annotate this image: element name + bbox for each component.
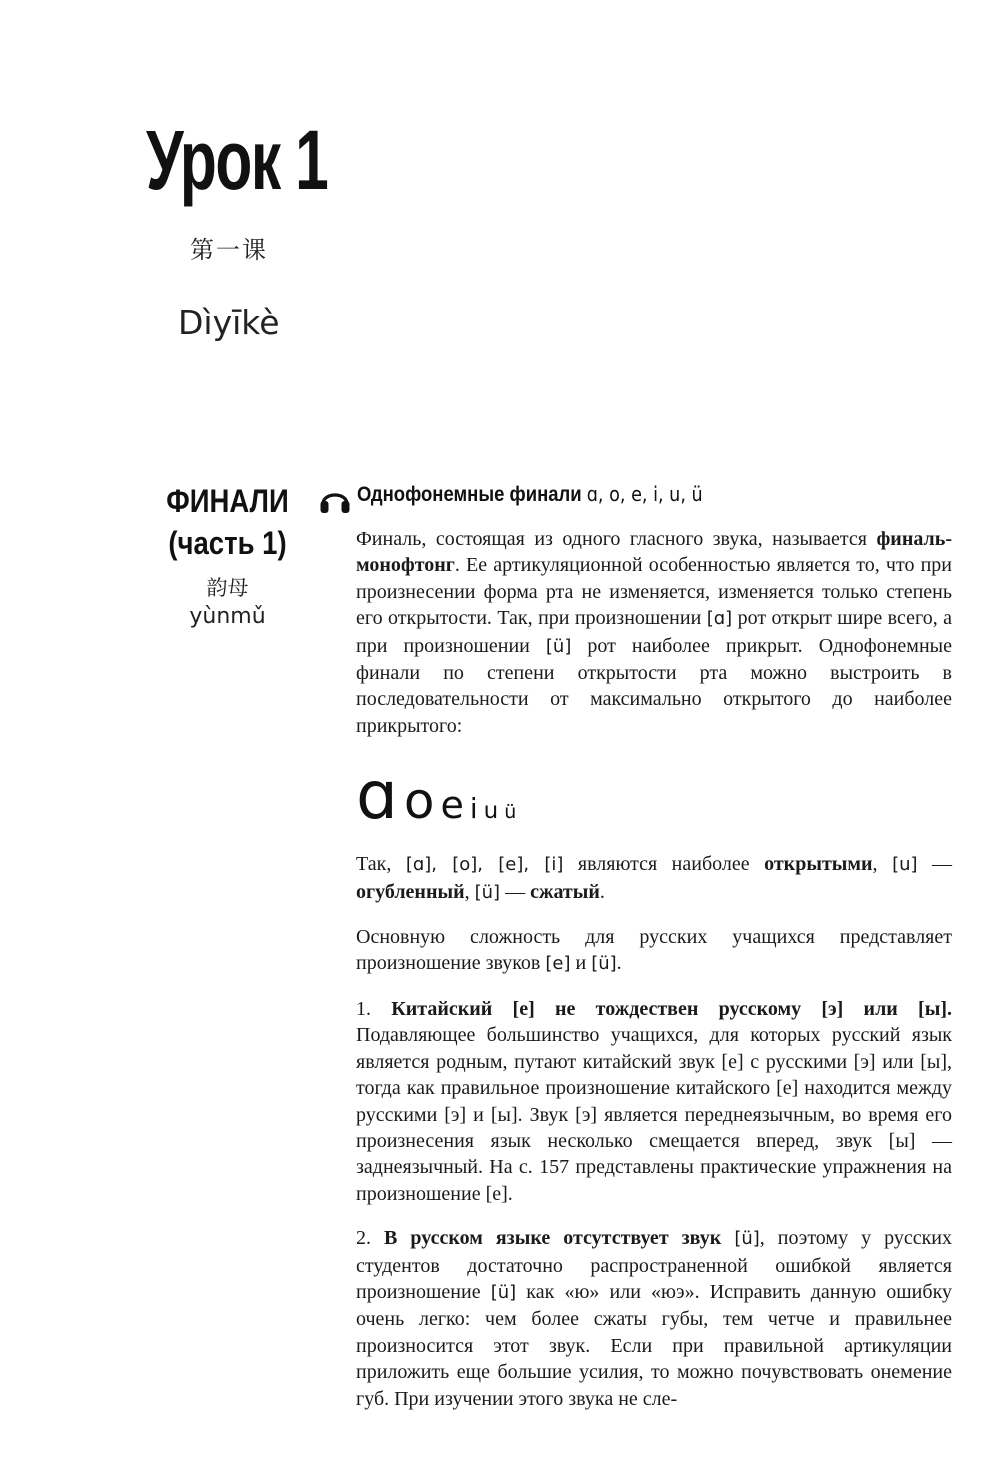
sidebar-hanzi: 韵母	[206, 576, 249, 600]
paragraph-openness	[356, 851, 952, 906]
lesson-title: Урок 1	[146, 113, 328, 207]
term-monophthong: финаль-монофтонг	[356, 528, 952, 577]
list-number: 1.	[356, 997, 392, 1020]
term-compressed: сжатый	[530, 880, 600, 903]
lesson-hanzi: 第一课	[190, 236, 268, 264]
sidebar-heading-line2: (часть 1)	[168, 525, 287, 561]
text-run: Так,	[356, 853, 406, 876]
vowel-u-umlaut: ü	[504, 801, 517, 824]
paragraph-point-1	[356, 996, 952, 1207]
text-run: Финаль, состоящая из одного гласного звука, называется	[356, 528, 877, 550]
point-1-heading: Китайский [е] не тождествен русскому [э] или [ы].	[391, 997, 952, 1020]
text-run: .	[599, 880, 605, 903]
paragraph-point-2	[356, 1225, 952, 1412]
text-run: как «ю» или «юэ». Исправить данную ошибку очень легко: чем более сжаты губы, тем четче и правильнее произносится этот звук. Если при правильной артикуляции приложить еще большие усилия, то можно почувствовать онемение губ. При изучении этого звука не сле-	[356, 1280, 952, 1410]
text-run	[721, 1227, 734, 1249]
section-heading-vowels: ɑ, o, e, i, u, ü	[586, 482, 703, 506]
text-run: рот открыт шире всего, а при произношении	[356, 607, 953, 657]
lesson-pinyin: Dìyīkè	[178, 303, 280, 342]
text-run: , поэтому у русских студентов достаточно распространенной ошибкой является произношение	[356, 1227, 953, 1303]
vowel-u: u	[483, 798, 499, 825]
text-run: .	[616, 952, 622, 975]
text-run: —	[917, 853, 953, 876]
main-text	[356, 526, 952, 1412]
phoneme: [ɑ]	[706, 608, 733, 630]
sidebar-heading-block	[150, 480, 305, 629]
text-run: Подавляющее большинство учащихся, для которых русский язык является родным, путают китайский звук [е] с русскими [э] или [ы], тогда как правильное произношение китайского [е] находится между русскими [э] и [ы]. Звук [э] является переднеязычным, во время его произнесения язык несколько смещается вперед, звук [ы] — заднеязычный. На с. 157 представлены практические упражнения на произношение [е].	[356, 1024, 952, 1205]
text-run: Основную сложность для русских учащихся представляет произношение звуков	[356, 926, 952, 975]
sidebar-pinyin: yùnmǔ	[189, 604, 266, 629]
term-open: открытыми	[764, 853, 873, 876]
text-run: ,	[872, 853, 893, 876]
vowel-sequence	[356, 757, 952, 835]
vowel-o: o	[403, 772, 435, 831]
headphones-icon[interactable]	[318, 484, 352, 516]
phoneme: [e]	[545, 953, 571, 975]
point-2-heading: В русском языке отсутствует звук	[384, 1227, 722, 1250]
text-run: ,	[464, 880, 475, 903]
sidebar-heading-line1: ФИНАЛИ	[166, 483, 289, 519]
paragraph-difficulty	[356, 924, 952, 978]
phoneme: [ü]	[474, 881, 501, 903]
paragraph-monophthong	[356, 526, 952, 739]
vowel-e: e	[440, 783, 464, 828]
phoneme: [ɑ], [o], [e], [i]	[405, 854, 564, 876]
vowel-a: ɑ	[356, 757, 398, 835]
text-run: рот наиболее прикрыт. Однофонемные финали по степени открытости рта можно выстроить в последовательности от максимально открытого до наиболее прикрытого:	[356, 634, 952, 737]
text-run: и	[570, 952, 592, 975]
phoneme: [ü]	[591, 953, 617, 975]
phoneme: [ü]	[545, 635, 572, 657]
section-heading-text: Однофонемные финали	[357, 483, 582, 506]
phoneme: [ü]	[734, 1228, 760, 1250]
phoneme: [u]	[892, 854, 918, 876]
section-heading	[357, 482, 703, 507]
vowel-i: i	[469, 792, 478, 826]
text-run: —	[500, 880, 531, 903]
text-run: являются наиболее	[563, 853, 765, 876]
term-rounded: огубленный	[356, 880, 465, 903]
phoneme: [ü]	[490, 1281, 517, 1303]
list-number: 2.	[356, 1227, 385, 1250]
text-run: . Ее артикуляционной особенностью является то, что при произнесении форма рта не изменяется, изменяется только степень его открытости. Так, при произношении	[356, 554, 952, 630]
